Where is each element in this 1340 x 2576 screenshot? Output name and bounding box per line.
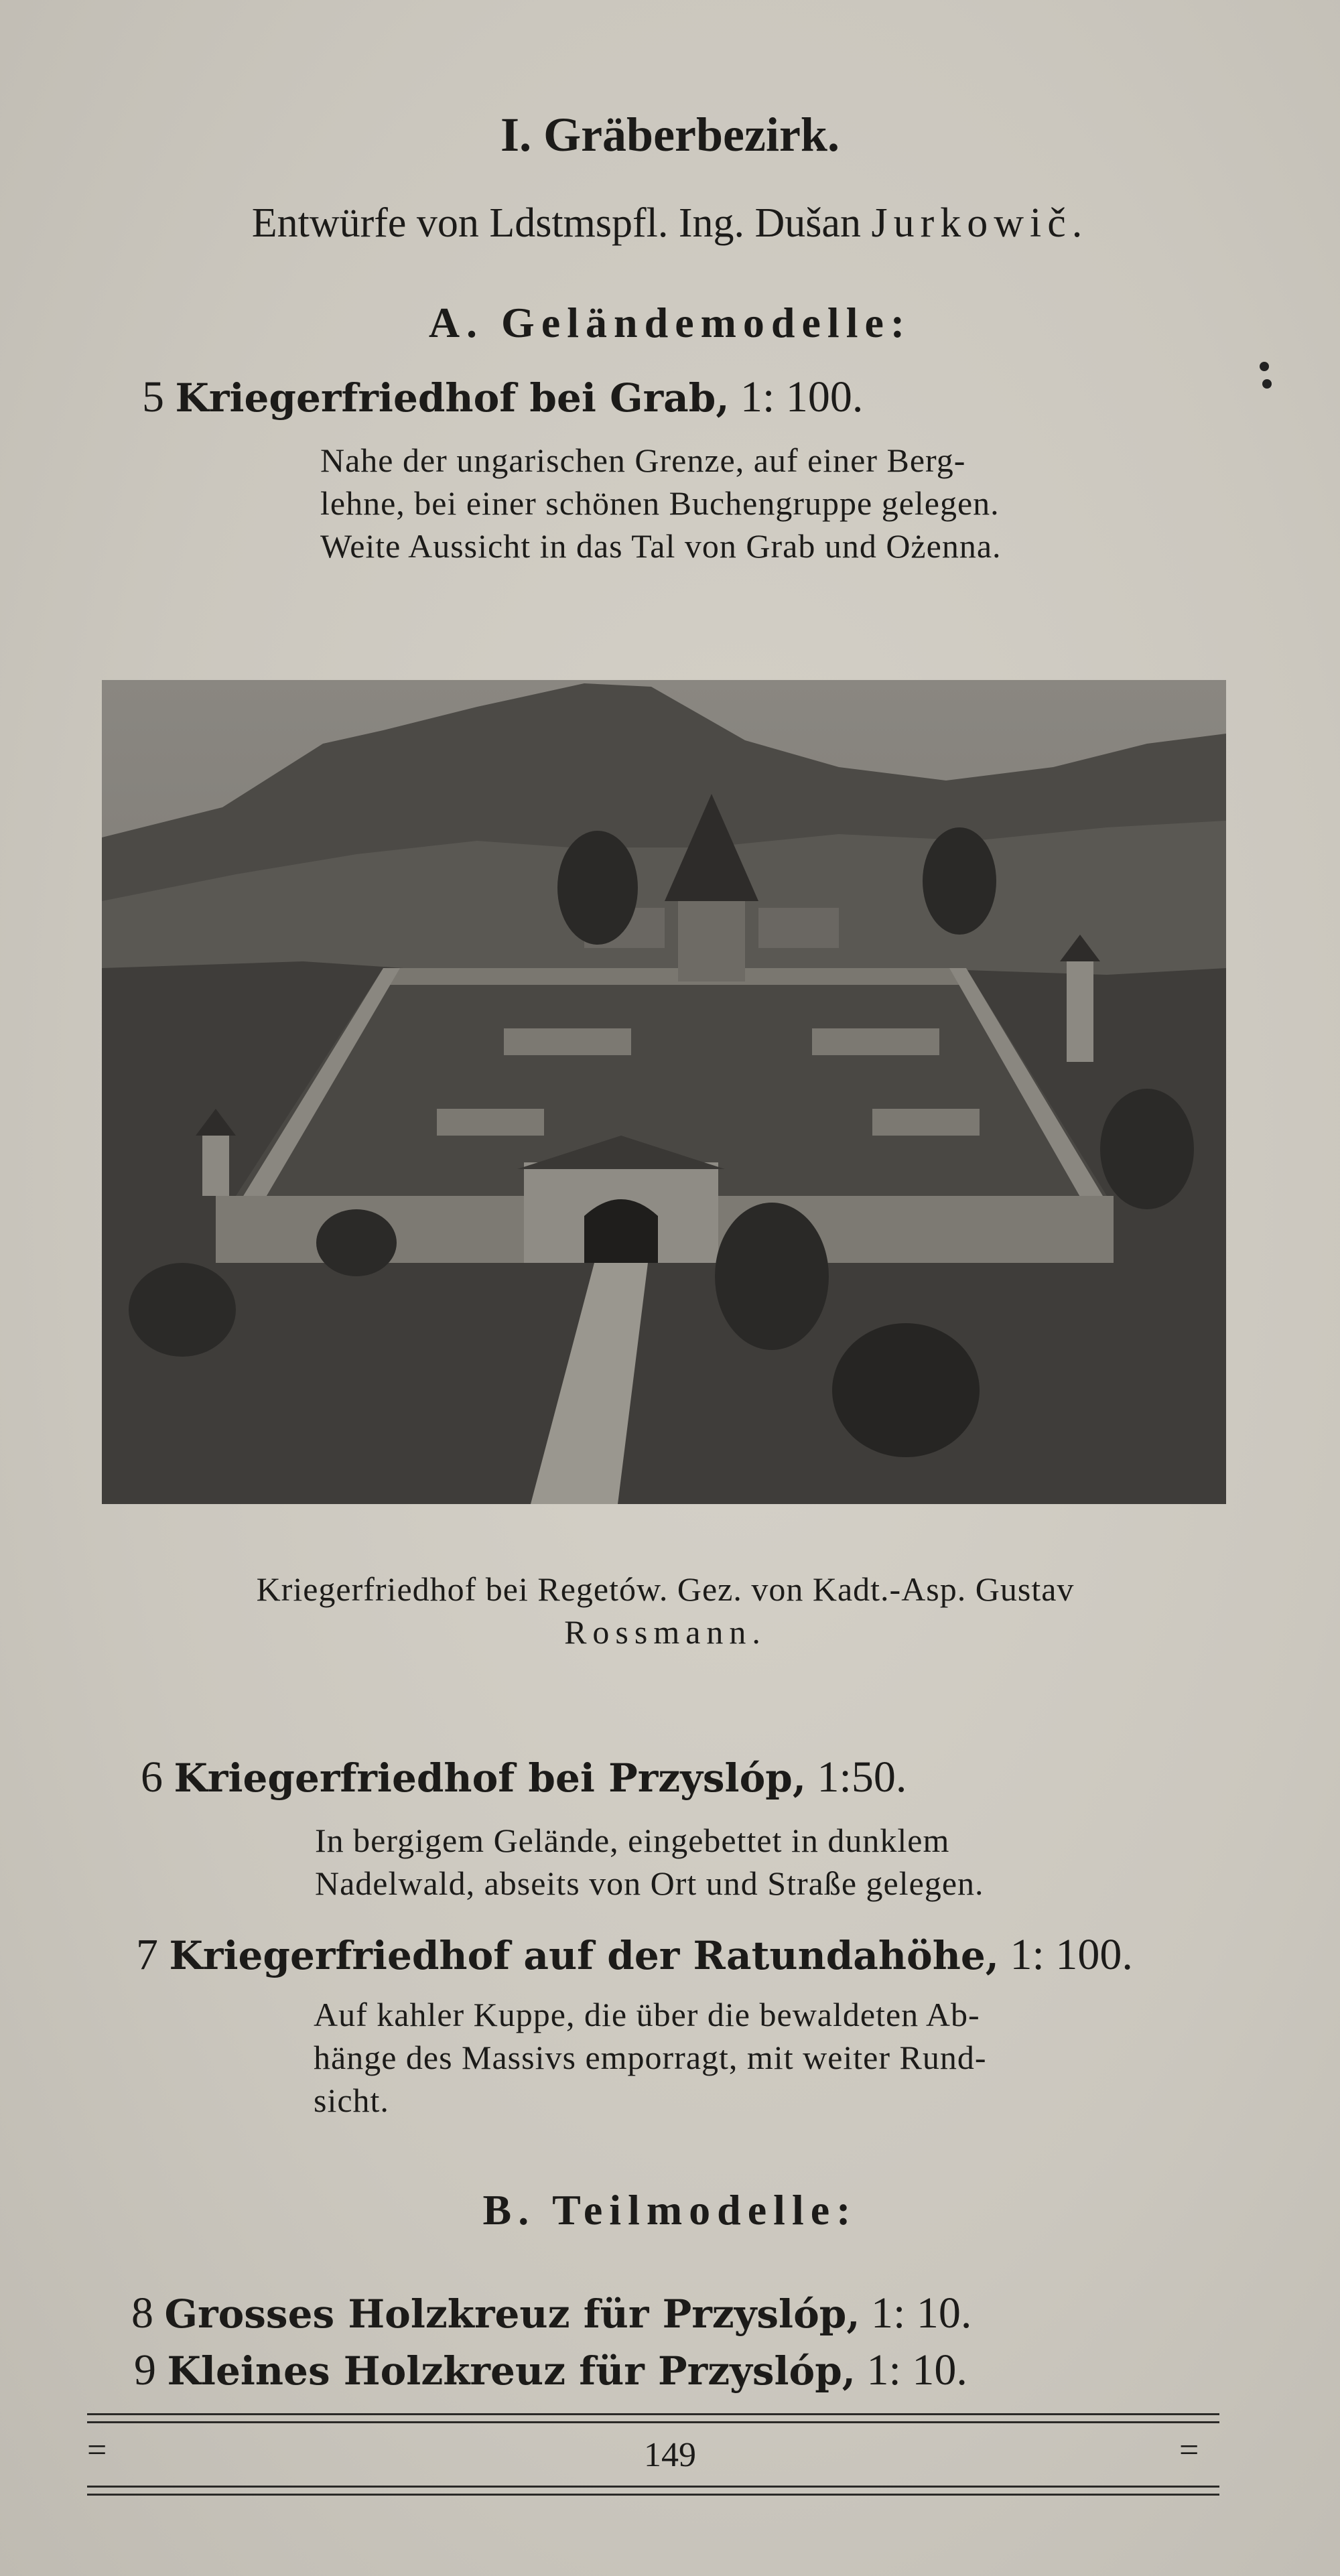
ink-speck	[1260, 362, 1269, 371]
description-line: hänge des Massivs emporragt, mit weiter Rund-	[314, 2039, 987, 2076]
entry-number: 6	[141, 1753, 163, 1802]
entry-title: Kriegerfriedhof bei Grab,	[175, 375, 730, 421]
entry-number: 8	[131, 2289, 153, 2337]
entry-title: Kleines Holzkreuz für Przyslóp,	[167, 2348, 856, 2394]
entry-title: Kriegerfriedhof bei Przyslóp,	[174, 1755, 807, 1801]
caption-line: Kriegerfriedhof bei Regetów. Gez. von Kadt.-Asp. Gustav	[256, 1570, 1075, 1608]
footer-rule-bottom-2	[87, 2494, 1219, 2496]
description-line: lehne, bei einer schönen Buchengruppe gelegen.	[320, 484, 1000, 522]
entry-number: 9	[134, 2346, 156, 2394]
entry-5	[142, 372, 863, 423]
entry-number: 7	[136, 1930, 158, 1979]
subtitle	[0, 200, 1340, 247]
entry-scale: 1: 100.	[1010, 1930, 1133, 1979]
entry-5-description	[320, 439, 1235, 567]
subtitle-prefix: Entwürfe von Ldstmspfl. Ing. Dušan	[251, 200, 861, 246]
description-line: Auf kahler Kuppe, die über die bewaldeten Ab-	[314, 1996, 980, 2033]
entry-6-description	[315, 1819, 1226, 1905]
footer-right-mark: =	[1179, 2431, 1199, 2469]
description-line: Nahe der ungarischen Grenze, auf einer Berg-	[320, 442, 966, 479]
entry-7-description	[314, 1993, 1226, 2122]
entry-scale: 1: 10.	[866, 2346, 967, 2394]
entry-title: Grosses Holzkreuz für Przyslóp,	[164, 2291, 860, 2337]
entry-7	[136, 1929, 1133, 1980]
footer-rule-top-2	[87, 2421, 1219, 2423]
description-line: sicht.	[314, 2082, 389, 2119]
entry-9	[134, 2345, 967, 2396]
section-heading-b: B. Teilmodelle:	[482, 2186, 858, 2234]
entry-6	[141, 1752, 907, 1803]
entry-scale: 1:50.	[817, 1753, 907, 1802]
description-line: Weite Aussicht in das Tal von Grab und Ożenna.	[320, 527, 1002, 565]
subtitle-name: Jurkowič.	[871, 200, 1089, 246]
description-line: Nadelwald, abseits von Ort und Straße gelegen.	[315, 1865, 984, 1902]
caption-line: Rossmann.	[564, 1613, 766, 1651]
footer-rule-bottom	[87, 2486, 1219, 2488]
footer-left-mark: =	[87, 2431, 107, 2469]
entry-scale: 1: 100.	[740, 372, 864, 421]
cemetery-illustration-drawing	[102, 680, 1226, 1504]
entry-title: Kriegerfriedhof auf der Ratundahöhe,	[169, 1933, 1000, 1978]
footer-rule-top	[87, 2413, 1219, 2415]
entry-8	[131, 2288, 972, 2339]
chapter-heading: I. Gräberbezirk.	[500, 108, 840, 161]
page-number: 149	[644, 2436, 696, 2474]
description-line: In bergigem Gelände, eingebettet in dunklem	[315, 1822, 950, 1859]
cemetery-illustration	[102, 680, 1226, 1504]
entry-scale: 1: 10.	[871, 2289, 972, 2337]
ink-speck	[1262, 379, 1272, 389]
section-heading-a: A. Geländemodelle:	[428, 299, 912, 346]
entry-number: 5	[142, 372, 164, 421]
figure-caption	[99, 1568, 1231, 1653]
